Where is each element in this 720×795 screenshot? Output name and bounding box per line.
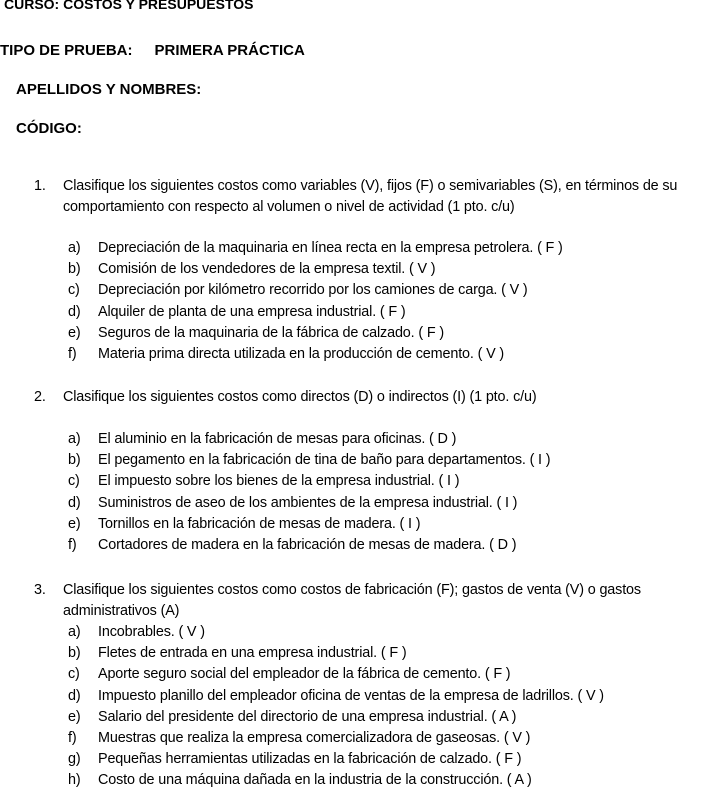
item-letter: e) (68, 708, 81, 725)
item-letter: e) (68, 515, 81, 532)
item-text: Materia prima directa utilizada en la producción de cemento. ( V ) (98, 345, 505, 362)
list-item (64, 493, 720, 514)
item-text: Suministros de aseo de los ambientes de la empresa industrial. ( I ) (98, 494, 518, 511)
list-item (64, 259, 720, 280)
item-text: Impuesto planillo del empleador oficina de ventas de la empresa de ladrillos. ( V ) (98, 687, 604, 704)
item-text: Aporte seguro social del empleador de la fábrica de cemento. ( F ) (98, 666, 511, 683)
question-text (63, 580, 641, 622)
list-item (64, 749, 720, 770)
list-item (64, 344, 720, 365)
question-line: Clasifique los siguientes costos como variables (V), fijos (F) o semivariables (S), en términos de su (63, 178, 678, 194)
item-letter: c) (68, 473, 80, 490)
item-letter: a) (68, 624, 81, 640)
item-letter: b) (68, 452, 81, 469)
item-letter: b) (68, 645, 81, 662)
item-text: Tornillos en la fabricación de mesas de madera. ( I ) (98, 515, 421, 532)
list-item (64, 770, 720, 791)
item-letter: c) (68, 666, 80, 683)
question-2-items (64, 429, 720, 556)
list-item (64, 429, 720, 450)
item-text: El pegamento en la fabricación de tina de baño para departamentos. ( I ) (98, 452, 551, 469)
list-item (64, 514, 720, 535)
course-title: CURSO: COSTOS Y PRESUPUESTOS (4, 0, 254, 12)
question-line: Clasifique los siguientes costos como directos (D) o indirectos (I) (1 pto. c/u) (63, 389, 537, 405)
test-type-line (0, 42, 305, 59)
item-letter: f) (68, 345, 77, 362)
list-item (64, 302, 720, 323)
question-line: administrativos (A) (63, 603, 180, 619)
list-item (64, 238, 720, 259)
list-item (64, 323, 720, 344)
names-label: APELLIDOS Y NOMBRES: (16, 81, 202, 98)
item-text: Cortadores de madera en la fabricación de mesas de madera. ( D ) (98, 536, 517, 553)
item-letter: e) (68, 324, 81, 341)
item-letter: d) (68, 687, 81, 704)
item-letter: a) (68, 431, 81, 447)
code-label: CÓDIGO: (16, 120, 82, 137)
item-text: Seguros de la maquinaria de la fábrica de calzado. ( F ) (98, 324, 444, 341)
list-item (64, 707, 720, 728)
item-letter: d) (68, 303, 81, 320)
item-letter: d) (68, 494, 81, 511)
list-item (64, 450, 720, 471)
question-1-items (64, 238, 720, 365)
item-letter: a) (68, 240, 81, 256)
item-text: Costo de una máquina dañada en la industria de la construcción. ( A ) (98, 772, 532, 789)
item-text: Incobrables. ( V ) (98, 624, 205, 640)
list-item (64, 471, 720, 492)
list-item (64, 728, 720, 749)
item-letter: f) (68, 729, 77, 746)
list-item (64, 664, 720, 685)
item-letter: b) (68, 261, 81, 278)
list-item (64, 643, 720, 664)
question-number: 2. (34, 389, 46, 405)
item-letter: c) (68, 282, 80, 299)
question-text (63, 176, 677, 218)
test-type-value: PRIMERA PRÁCTICA (154, 42, 305, 59)
item-text: Salario del presidente del directorio de una empresa industrial. ( A ) (98, 708, 517, 725)
question-text (63, 387, 536, 408)
question-number: 3. (34, 582, 46, 598)
item-text: Depreciación de la maquinaria en línea recta en la empresa petrolera. ( F ) (98, 240, 563, 256)
item-text: Comisión de los vendedores de la empresa textil. ( V ) (98, 261, 436, 278)
list-item (64, 686, 720, 707)
list-item (64, 280, 720, 301)
item-letter: g) (68, 751, 81, 768)
item-text: El aluminio en la fabricación de mesas para oficinas. ( D ) (98, 431, 457, 447)
item-text: Muestras que realiza la empresa comercializadora de gaseosas. ( V ) (98, 729, 531, 746)
item-letter: f) (68, 536, 77, 553)
item-text: El impuesto sobre los bienes de la empresa industrial. ( I ) (98, 473, 460, 490)
list-item (64, 535, 720, 556)
question-line: Clasifique los siguientes costos como costos de fabricación (F); gastos de venta (V) o gastos (63, 582, 641, 598)
list-item (64, 622, 720, 643)
item-text: Fletes de entrada en una empresa industrial. ( F ) (98, 645, 407, 662)
item-text: Pequeñas herramientas utilizadas en la fabricación de calzado. ( F ) (98, 751, 522, 768)
question-number: 1. (34, 178, 46, 194)
question-3-items (64, 622, 720, 792)
item-letter: h) (68, 772, 81, 789)
item-text: Alquiler de planta de una empresa industrial. ( F ) (98, 303, 406, 320)
item-text: Depreciación por kilómetro recorrido por los camiones de carga. ( V ) (98, 282, 528, 299)
test-type-label: TIPO DE PRUEBA: (0, 42, 133, 59)
question-line: comportamiento con respecto al volumen o nivel de actividad (1 pto. c/u) (63, 199, 515, 215)
